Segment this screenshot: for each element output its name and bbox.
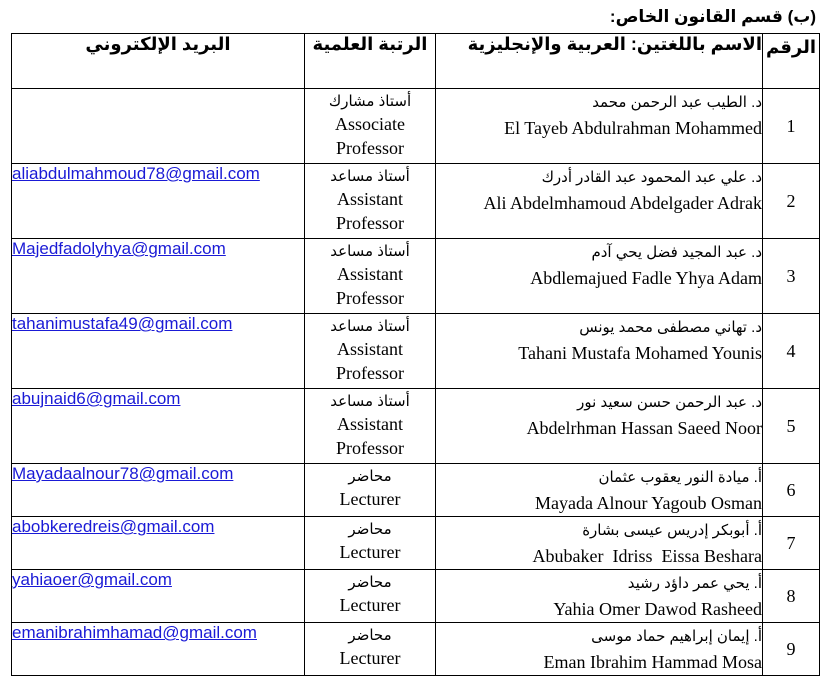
rank-english: Lecturer — [339, 489, 401, 509]
rank-cell — [305, 89, 436, 164]
email-link[interactable]: emanibrahimhamad@gmail.com — [12, 623, 257, 642]
name-cell — [436, 623, 763, 676]
name-english: Yahia Omer Dawod Rasheed — [553, 599, 762, 619]
name-cell — [436, 464, 763, 517]
rank-english: Assistant Professor — [336, 189, 404, 233]
rank-english: Associate Professor — [335, 114, 405, 158]
section-caption: (ب) قسم القانون الخاص: — [609, 7, 816, 26]
table-row — [12, 239, 820, 314]
header-rank: الرتبة العلمية — [305, 34, 436, 89]
rank-arabic: محاضر — [348, 627, 392, 644]
name-cell — [436, 389, 763, 464]
row-number: 9 — [763, 623, 820, 676]
table-row — [12, 464, 820, 517]
table-row — [12, 314, 820, 389]
row-number: 5 — [763, 389, 820, 464]
table-row — [12, 623, 820, 676]
name-arabic: أ. إيمان إبراهيم حماد موسى — [591, 628, 762, 645]
rank-english: Assistant Professor — [336, 264, 404, 308]
name-cell — [436, 517, 763, 570]
name-english: Abdlemajued Fadle Yhya Adam — [530, 268, 762, 288]
row-number: 8 — [763, 570, 820, 623]
table-header-row — [12, 34, 820, 89]
rank-english: Lecturer — [339, 648, 401, 668]
header-number: الرقم — [763, 34, 820, 89]
table-row — [12, 517, 820, 570]
name-cell — [436, 314, 763, 389]
email-cell — [12, 464, 305, 517]
rank-arabic: محاضر — [348, 521, 392, 538]
table-row — [12, 570, 820, 623]
name-cell — [436, 570, 763, 623]
name-arabic: أ. أبوبكر إدريس عيسى بشارة — [582, 522, 762, 539]
row-number: 1 — [763, 89, 820, 164]
rank-arabic: أستاذ مساعد — [330, 168, 410, 185]
email-link[interactable]: Mayadaalnour78@gmail.com — [12, 464, 234, 483]
name-cell — [436, 89, 763, 164]
name-arabic: أ. يحي عمر داؤد رشيد — [627, 575, 762, 592]
rank-arabic: أستاذ مساعد — [330, 318, 410, 335]
name-arabic: د. الطيب عبد الرحمن محمد — [592, 94, 762, 111]
rank-cell — [305, 314, 436, 389]
email-cell — [12, 517, 305, 570]
rank-english: Lecturer — [339, 542, 401, 562]
email-cell — [12, 164, 305, 239]
name-english: El Tayeb Abdulrahman Mohammed — [504, 118, 762, 138]
table-row — [12, 164, 820, 239]
email-cell — [12, 239, 305, 314]
email-cell — [12, 389, 305, 464]
rank-arabic: أستاذ مشارك — [328, 93, 412, 110]
staff-table — [11, 33, 820, 676]
rank-arabic: محاضر — [348, 574, 392, 591]
rank-arabic: أستاذ مساعد — [330, 243, 410, 260]
name-arabic: د. عبد المجيد فضل يحي آدم — [591, 244, 762, 261]
rank-arabic: محاضر — [348, 468, 392, 485]
email-cell — [12, 314, 305, 389]
rank-cell — [305, 464, 436, 517]
email-link[interactable]: abujnaid6@gmail.com — [12, 389, 181, 408]
row-number: 2 — [763, 164, 820, 239]
rank-cell — [305, 164, 436, 239]
name-english: Eman Ibrahim Hammad Mosa — [543, 652, 762, 672]
email-link[interactable]: abobkeredreis@gmail.com — [12, 517, 215, 536]
rank-english: Lecturer — [339, 595, 401, 615]
name-arabic: د. عبد الرحمن حسن سعيد نور — [577, 394, 762, 411]
rank-arabic: أستاذ مساعد — [330, 393, 410, 410]
rank-cell — [305, 239, 436, 314]
rank-cell — [305, 389, 436, 464]
name-arabic: د. تهاني مصطفى محمد يونس — [579, 319, 762, 336]
name-cell — [436, 164, 763, 239]
row-number: 4 — [763, 314, 820, 389]
rank-cell — [305, 623, 436, 676]
rank-cell — [305, 517, 436, 570]
rank-english: Assistant Professor — [336, 339, 404, 383]
rank-english: Assistant Professor — [336, 414, 404, 458]
rank-cell — [305, 570, 436, 623]
header-email: البريد الإلكتروني — [12, 34, 305, 89]
row-number: 7 — [763, 517, 820, 570]
row-number: 3 — [763, 239, 820, 314]
name-english: Tahani Mustafa Mohamed Younis — [518, 343, 762, 363]
email-cell — [12, 89, 305, 164]
name-english: Ali Abdelmhamoud Abdelgader Adrak — [483, 193, 762, 213]
email-link[interactable]: aliabdulmahmoud78@gmail.com — [12, 164, 260, 183]
name-arabic: أ. ميادة النور يعقوب عثمان — [598, 469, 762, 486]
name-english: Mayada Alnour Yagoub Osman — [535, 493, 762, 513]
email-link[interactable]: tahanimustafa49@gmail.com — [12, 314, 233, 333]
email-cell — [12, 623, 305, 676]
name-arabic: د. علي عبد المحمود عبد القادر أدرك — [541, 169, 762, 186]
header-name: الاسم باللغتين: العربية والإنجليزية — [436, 34, 763, 89]
name-english: Abdelrhman Hassan Saeed Noor — [526, 418, 762, 438]
table-row — [12, 89, 820, 164]
email-link[interactable]: Majedfadolyhya@gmail.com — [12, 239, 226, 258]
email-cell — [12, 570, 305, 623]
name-cell — [436, 239, 763, 314]
email-link[interactable]: yahiaoer@gmail.com — [12, 570, 172, 589]
name-english: Abubaker Idriss Eissa Beshara — [532, 546, 762, 566]
table-row — [12, 389, 820, 464]
row-number: 6 — [763, 464, 820, 517]
